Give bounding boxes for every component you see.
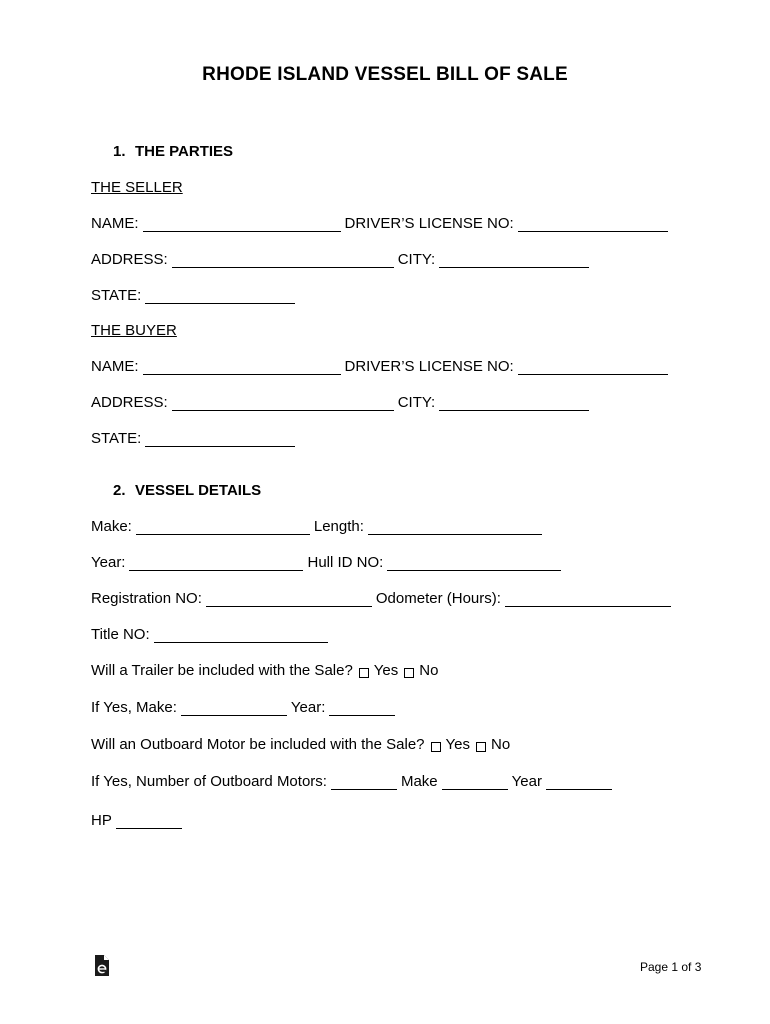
year-field[interactable] bbox=[129, 556, 303, 571]
motor-count-field[interactable] bbox=[331, 775, 397, 790]
make-label: Make: bbox=[91, 518, 132, 535]
trailer-question-row bbox=[91, 662, 438, 680]
eforms-logo-icon bbox=[92, 954, 112, 978]
hp-field[interactable] bbox=[116, 814, 182, 829]
section-number: 1. bbox=[113, 143, 126, 160]
odometer-label: Odometer (Hours): bbox=[375, 590, 501, 607]
buyer-license-field[interactable] bbox=[518, 360, 668, 375]
year-hull-row bbox=[91, 554, 565, 572]
motor-yes-checkbox[interactable] bbox=[431, 742, 441, 752]
state-label: STATE: bbox=[91, 430, 142, 447]
section-number: 2. bbox=[113, 482, 126, 499]
section-title: THE PARTIES bbox=[135, 143, 234, 160]
motor-question-row bbox=[91, 736, 510, 754]
trailer-question: Will a Trailer be included with the Sale? bbox=[91, 662, 353, 679]
make-field[interactable] bbox=[136, 520, 310, 535]
year-label: Year: bbox=[91, 554, 126, 571]
title-no-label: Title NO: bbox=[91, 626, 150, 643]
hp-label: HP bbox=[91, 812, 112, 829]
odometer-field[interactable] bbox=[505, 592, 671, 607]
buyer-state-field[interactable] bbox=[145, 432, 295, 447]
section-1-heading bbox=[113, 143, 233, 161]
registration-field[interactable] bbox=[206, 592, 372, 607]
name-label: NAME: bbox=[91, 358, 139, 375]
seller-address-row bbox=[91, 251, 593, 269]
buyer-address-row bbox=[91, 394, 593, 412]
motor-details-row bbox=[91, 773, 616, 791]
trailer-no-checkbox[interactable] bbox=[404, 668, 414, 678]
seller-state-row bbox=[91, 287, 299, 305]
title-no-field[interactable] bbox=[154, 628, 328, 643]
name-label: NAME: bbox=[91, 215, 139, 232]
motor-question: Will an Outboard Motor be included with the Sale? bbox=[91, 736, 425, 753]
buyer-state-row bbox=[91, 430, 299, 448]
motor-no-checkbox[interactable] bbox=[476, 742, 486, 752]
trailer-yes-checkbox[interactable] bbox=[359, 668, 369, 678]
page-number: Page 1 of 3 bbox=[640, 960, 702, 974]
registration-odometer-row bbox=[91, 590, 675, 608]
buyer-name-field[interactable] bbox=[143, 360, 341, 375]
motor-year-field[interactable] bbox=[546, 775, 612, 790]
trailer-year-label: Year: bbox=[290, 699, 326, 716]
address-label: ADDRESS: bbox=[91, 251, 168, 268]
city-label: CITY: bbox=[397, 394, 436, 411]
address-label: ADDRESS: bbox=[91, 394, 168, 411]
buyer-heading: THE BUYER bbox=[91, 322, 177, 339]
hull-id-field[interactable] bbox=[387, 556, 561, 571]
make-length-row bbox=[91, 518, 546, 536]
section-2-heading bbox=[113, 482, 261, 500]
city-label: CITY: bbox=[397, 251, 436, 268]
yes-label: Yes bbox=[445, 736, 470, 753]
seller-name-field[interactable] bbox=[143, 217, 341, 232]
registration-label: Registration NO: bbox=[91, 590, 202, 607]
no-label: No bbox=[419, 662, 439, 679]
section-title: VESSEL DETAILS bbox=[135, 482, 262, 499]
length-field[interactable] bbox=[368, 520, 542, 535]
license-label: DRIVER’S LICENSE NO: bbox=[344, 358, 514, 375]
trailer-make-label: If Yes, Make: bbox=[91, 699, 177, 716]
buyer-name-row bbox=[91, 358, 672, 376]
motor-make-field[interactable] bbox=[442, 775, 508, 790]
state-label: STATE: bbox=[91, 287, 142, 304]
motor-make-label: Make bbox=[400, 773, 438, 790]
yes-label: Yes bbox=[373, 662, 399, 679]
trailer-make-field[interactable] bbox=[181, 701, 287, 716]
trailer-year-field[interactable] bbox=[329, 701, 395, 716]
seller-address-field[interactable] bbox=[172, 253, 394, 268]
hull-id-label: Hull ID NO: bbox=[307, 554, 384, 571]
motor-count-label: If Yes, Number of Outboard Motors: bbox=[91, 773, 327, 790]
title-no-row bbox=[91, 626, 332, 644]
seller-heading: THE SELLER bbox=[91, 179, 183, 196]
seller-city-field[interactable] bbox=[439, 253, 589, 268]
document-title: RHODE ISLAND VESSEL BILL OF SALE bbox=[202, 64, 568, 85]
seller-license-field[interactable] bbox=[518, 217, 668, 232]
buyer-address-field[interactable] bbox=[172, 396, 394, 411]
no-label: No bbox=[491, 736, 511, 753]
seller-name-row bbox=[91, 215, 672, 233]
length-label: Length: bbox=[313, 518, 364, 535]
seller-state-field[interactable] bbox=[145, 289, 295, 304]
buyer-city-field[interactable] bbox=[439, 396, 589, 411]
hp-row bbox=[91, 812, 186, 830]
trailer-details-row bbox=[91, 699, 399, 717]
motor-year-label: Year bbox=[511, 773, 542, 790]
license-label: DRIVER’S LICENSE NO: bbox=[344, 215, 514, 232]
